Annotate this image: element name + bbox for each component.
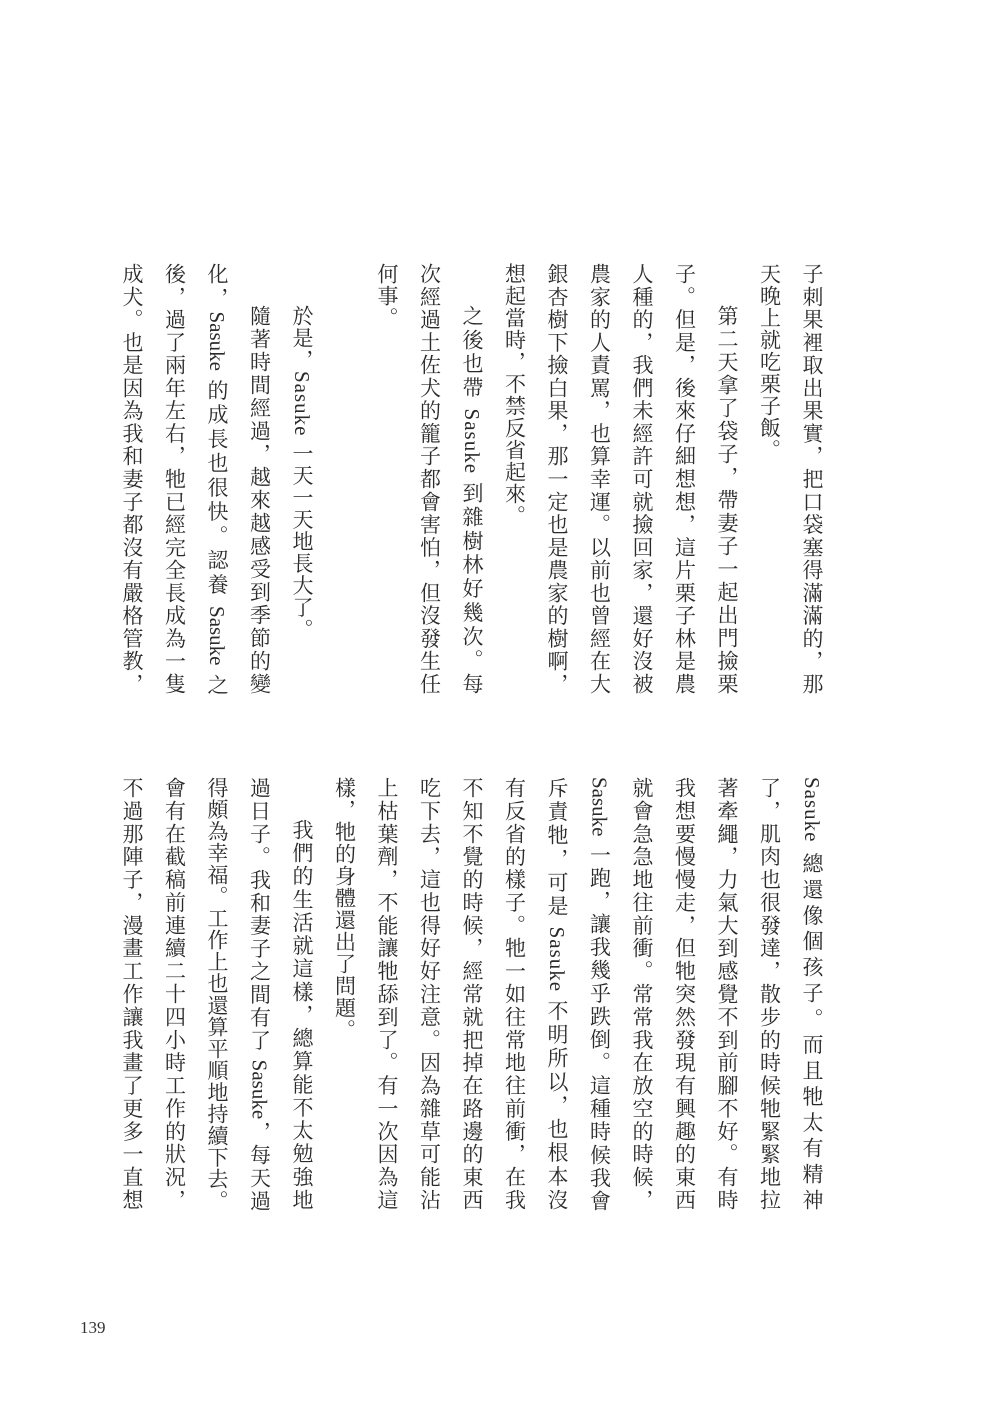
paragraph-start-column: 我們的生活就這樣，總算能不太勉強地 <box>290 819 314 1211</box>
text-column: 子刺果裡取出果實，把口袋塞得滿滿的，那 <box>800 263 824 695</box>
text-column: 得頗為幸福。工作上也還算平順地持續下去。 <box>205 777 229 1211</box>
text-column: 想起當時，不禁反省起來。 <box>502 263 527 527</box>
text-column: 化，Sasuke 的成長也很快。認養 Sasuke 之 <box>205 263 229 695</box>
text-column: 有反省的樣子。牠一如往常地往前衝，在我 <box>502 777 527 1211</box>
text-column: 著牽繩，力氣大到感覺不到前腳不好。有時 <box>715 777 739 1211</box>
text-column: 了，肌肉也很發達，散步的時候牠緊緊地拉 <box>757 777 782 1211</box>
text-column: 樣，牠的身體還出了問題。 <box>332 777 357 1041</box>
upper-text-block <box>0 263 990 695</box>
text-column: 人種的，我們未經許可就撿回家，還好沒被 <box>630 263 654 695</box>
text-column: Sasuke 一跑，讓我幾乎跌倒。這種時候我會 <box>587 777 612 1211</box>
text-column: 銀杏樹下撿白果，那一定也是農家的樹啊， <box>545 263 569 695</box>
text-column: 何事。 <box>375 263 399 329</box>
page-number: 139 <box>80 1318 106 1337</box>
text-column: 不知不覺的時候，經常就把掉在路邊的東西 <box>460 777 484 1211</box>
text-column: 吃下去，這也得好好注意。因為雜草可能沾 <box>417 777 442 1211</box>
text-column: 會有在截稿前連續二十四小時工作的狀況， <box>162 777 187 1211</box>
lower-text-block <box>0 777 990 1211</box>
text-column: 成犬。也是因為我和妻子都沒有嚴格管教， <box>120 263 144 695</box>
text-column: 天晚上就吃栗子飯。 <box>757 263 782 461</box>
text-column: 就會急急地往前衝。常常我在放空的時候， <box>630 777 654 1211</box>
paragraph-start-column: 之後也帶 Sasuke 到雜樹林好幾次。每 <box>460 305 484 695</box>
text-column: 子。但是，後來仔細想想，這片栗子林是農 <box>672 263 697 695</box>
text-column: 我想要慢慢走，但牠突然發現有興趣的東西 <box>672 777 697 1211</box>
paragraph-start-column: 於是，Sasuke 一天一天地長大了。 <box>290 305 314 641</box>
text-column: 上枯葉劑，不能讓牠舔到了。有一次因為這 <box>375 777 399 1211</box>
text-column: 次經過土佐犬的籠子都會害怕，但沒發生任 <box>417 263 442 695</box>
paragraph-start-column: 第二天拿了袋子，帶妻子一起出門撿栗 <box>715 305 739 695</box>
paragraph-start-column: 隨著時間經過，越來越感受到季節的變 <box>247 305 272 695</box>
text-column: 不過那陣子，漫畫工作讓我畫了更多一直想 <box>120 777 144 1211</box>
text-column: 後，過了兩年左右，牠已經完全長成為一隻 <box>162 263 187 695</box>
text-column: 斥責牠，可是 Sasuke 不明所以，也根本沒 <box>545 777 569 1211</box>
text-column: Sasuke 總還像個孩子。而且牠太有精神 <box>800 777 824 1211</box>
text-column: 過日子。我和妻子之間有了 Sasuke，每天過 <box>247 777 272 1211</box>
text-column: 農家的人責罵，也算幸運。以前也曾經在大 <box>587 263 612 695</box>
